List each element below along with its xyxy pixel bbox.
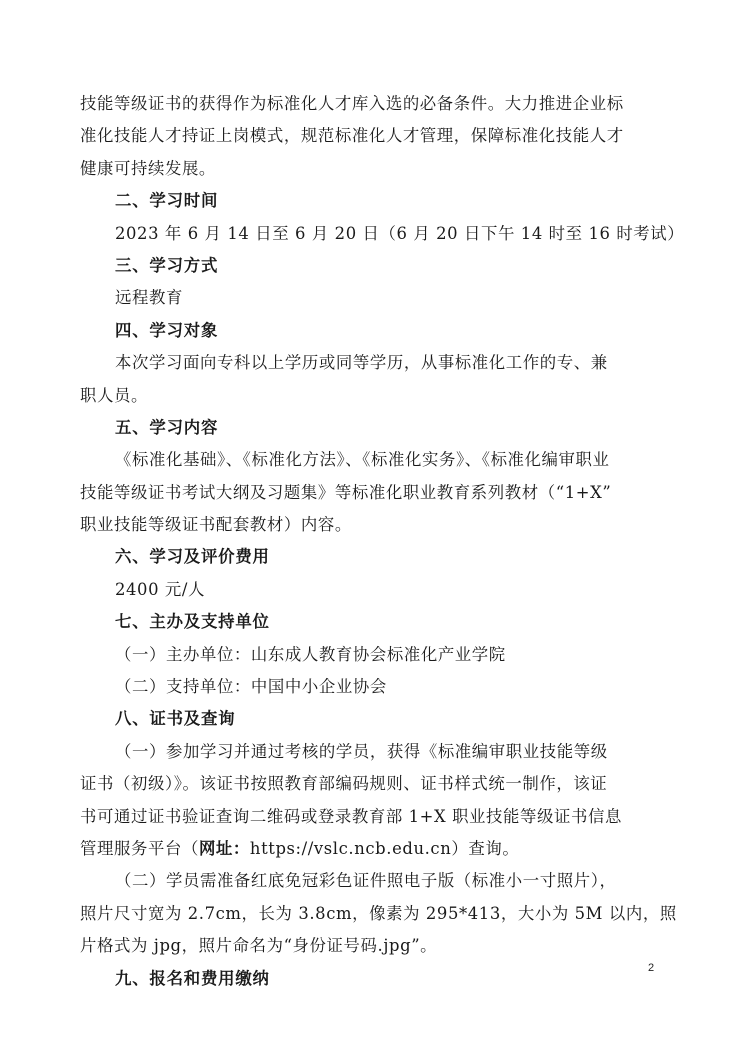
study-target-line-2: 职人员。 [80, 385, 148, 405]
study-content-line-2: 技能等级证书考试大纲及习题集》等标准化职业教育系列教材（“1+X” [80, 482, 612, 502]
platform-text: 管理服务平台（ [80, 838, 199, 858]
study-target-line-1: 本次学习面向专科以上学历或同等学历，从事标准化工作的专、兼 [115, 353, 608, 373]
section-heading-study-content: 五、学习内容 [115, 417, 219, 437]
section-heading-certificate: 八、证书及查询 [115, 709, 236, 729]
page-number: 2 [648, 962, 655, 974]
study-content-line-1: 《标准化基础》、《标准化方法》、《标准化实务》、《标准化编审职业 [115, 450, 610, 470]
website-url: https://vslc.ncb.edu.cn）查询。 [249, 838, 520, 858]
study-content-line-3: 职业技能等级证书配套教材）内容。 [80, 515, 352, 535]
section-heading-registration: 九、报名和费用缴纳 [115, 968, 270, 988]
document-page [80, 88, 685, 995]
section-heading-study-time: 二、学习时间 [115, 191, 219, 211]
section-heading-study-method: 三、学习方式 [115, 255, 219, 275]
certificate-para1-line-4 [80, 833, 660, 865]
certificate-para2-line-3: 片格式为 jpg，照片命名为“身份证号码.jpg”。 [80, 936, 438, 956]
intro-line-3: 健康可持续发展。 [80, 158, 216, 178]
study-time-text: 2023 年 6 月 14 日至 6 月 20 日（6 月 20 日下午 14 时至 16 时考试） [115, 223, 685, 243]
organizer-host: （一）主办单位：山东成人教育协会标准化产业学院 [115, 644, 506, 664]
certificate-para1-line-3: 书可通过证书验证查询二维码或登录教育部 1+X 职业技能等级证书信息 [80, 806, 622, 826]
certificate-para2-line-1: （二）学员需准备红底免冠彩色证件照电子版（标准小一寸照片）， [115, 871, 617, 891]
fees-text: 2400 元/人 [115, 579, 206, 599]
section-heading-fees: 六、学习及评价费用 [115, 547, 270, 567]
section-heading-organizers: 七、主办及支持单位 [115, 612, 270, 632]
organizer-supporter: （二）支持单位：中国中小企业协会 [115, 677, 387, 697]
certificate-para2-line-2: 照片尺寸宽为 2.7cm，长为 3.8cm，像素为 295*413，大小为 5M 以内，照 [80, 903, 677, 923]
certificate-para1-line-2: 证书（初级）》。该证书按照教育部编码规则、证书样式统一制作，该证 [80, 774, 608, 794]
study-method-text: 远程教育 [115, 288, 183, 308]
certificate-para1-line-1: （一）参加学习并通过考核的学员，获得《标准编审职业技能等级 [115, 741, 608, 761]
section-heading-study-target: 四、学习对象 [115, 320, 219, 340]
intro-line-1: 技能等级证书的获得作为标准化人才库入选的必备条件。大力推进企业标 [80, 94, 624, 113]
intro-line-2: 准化技能人才持证上岗模式，规范标准化人才管理，保障标准化技能人才 [80, 126, 624, 146]
website-label: 网址： [198, 838, 250, 858]
